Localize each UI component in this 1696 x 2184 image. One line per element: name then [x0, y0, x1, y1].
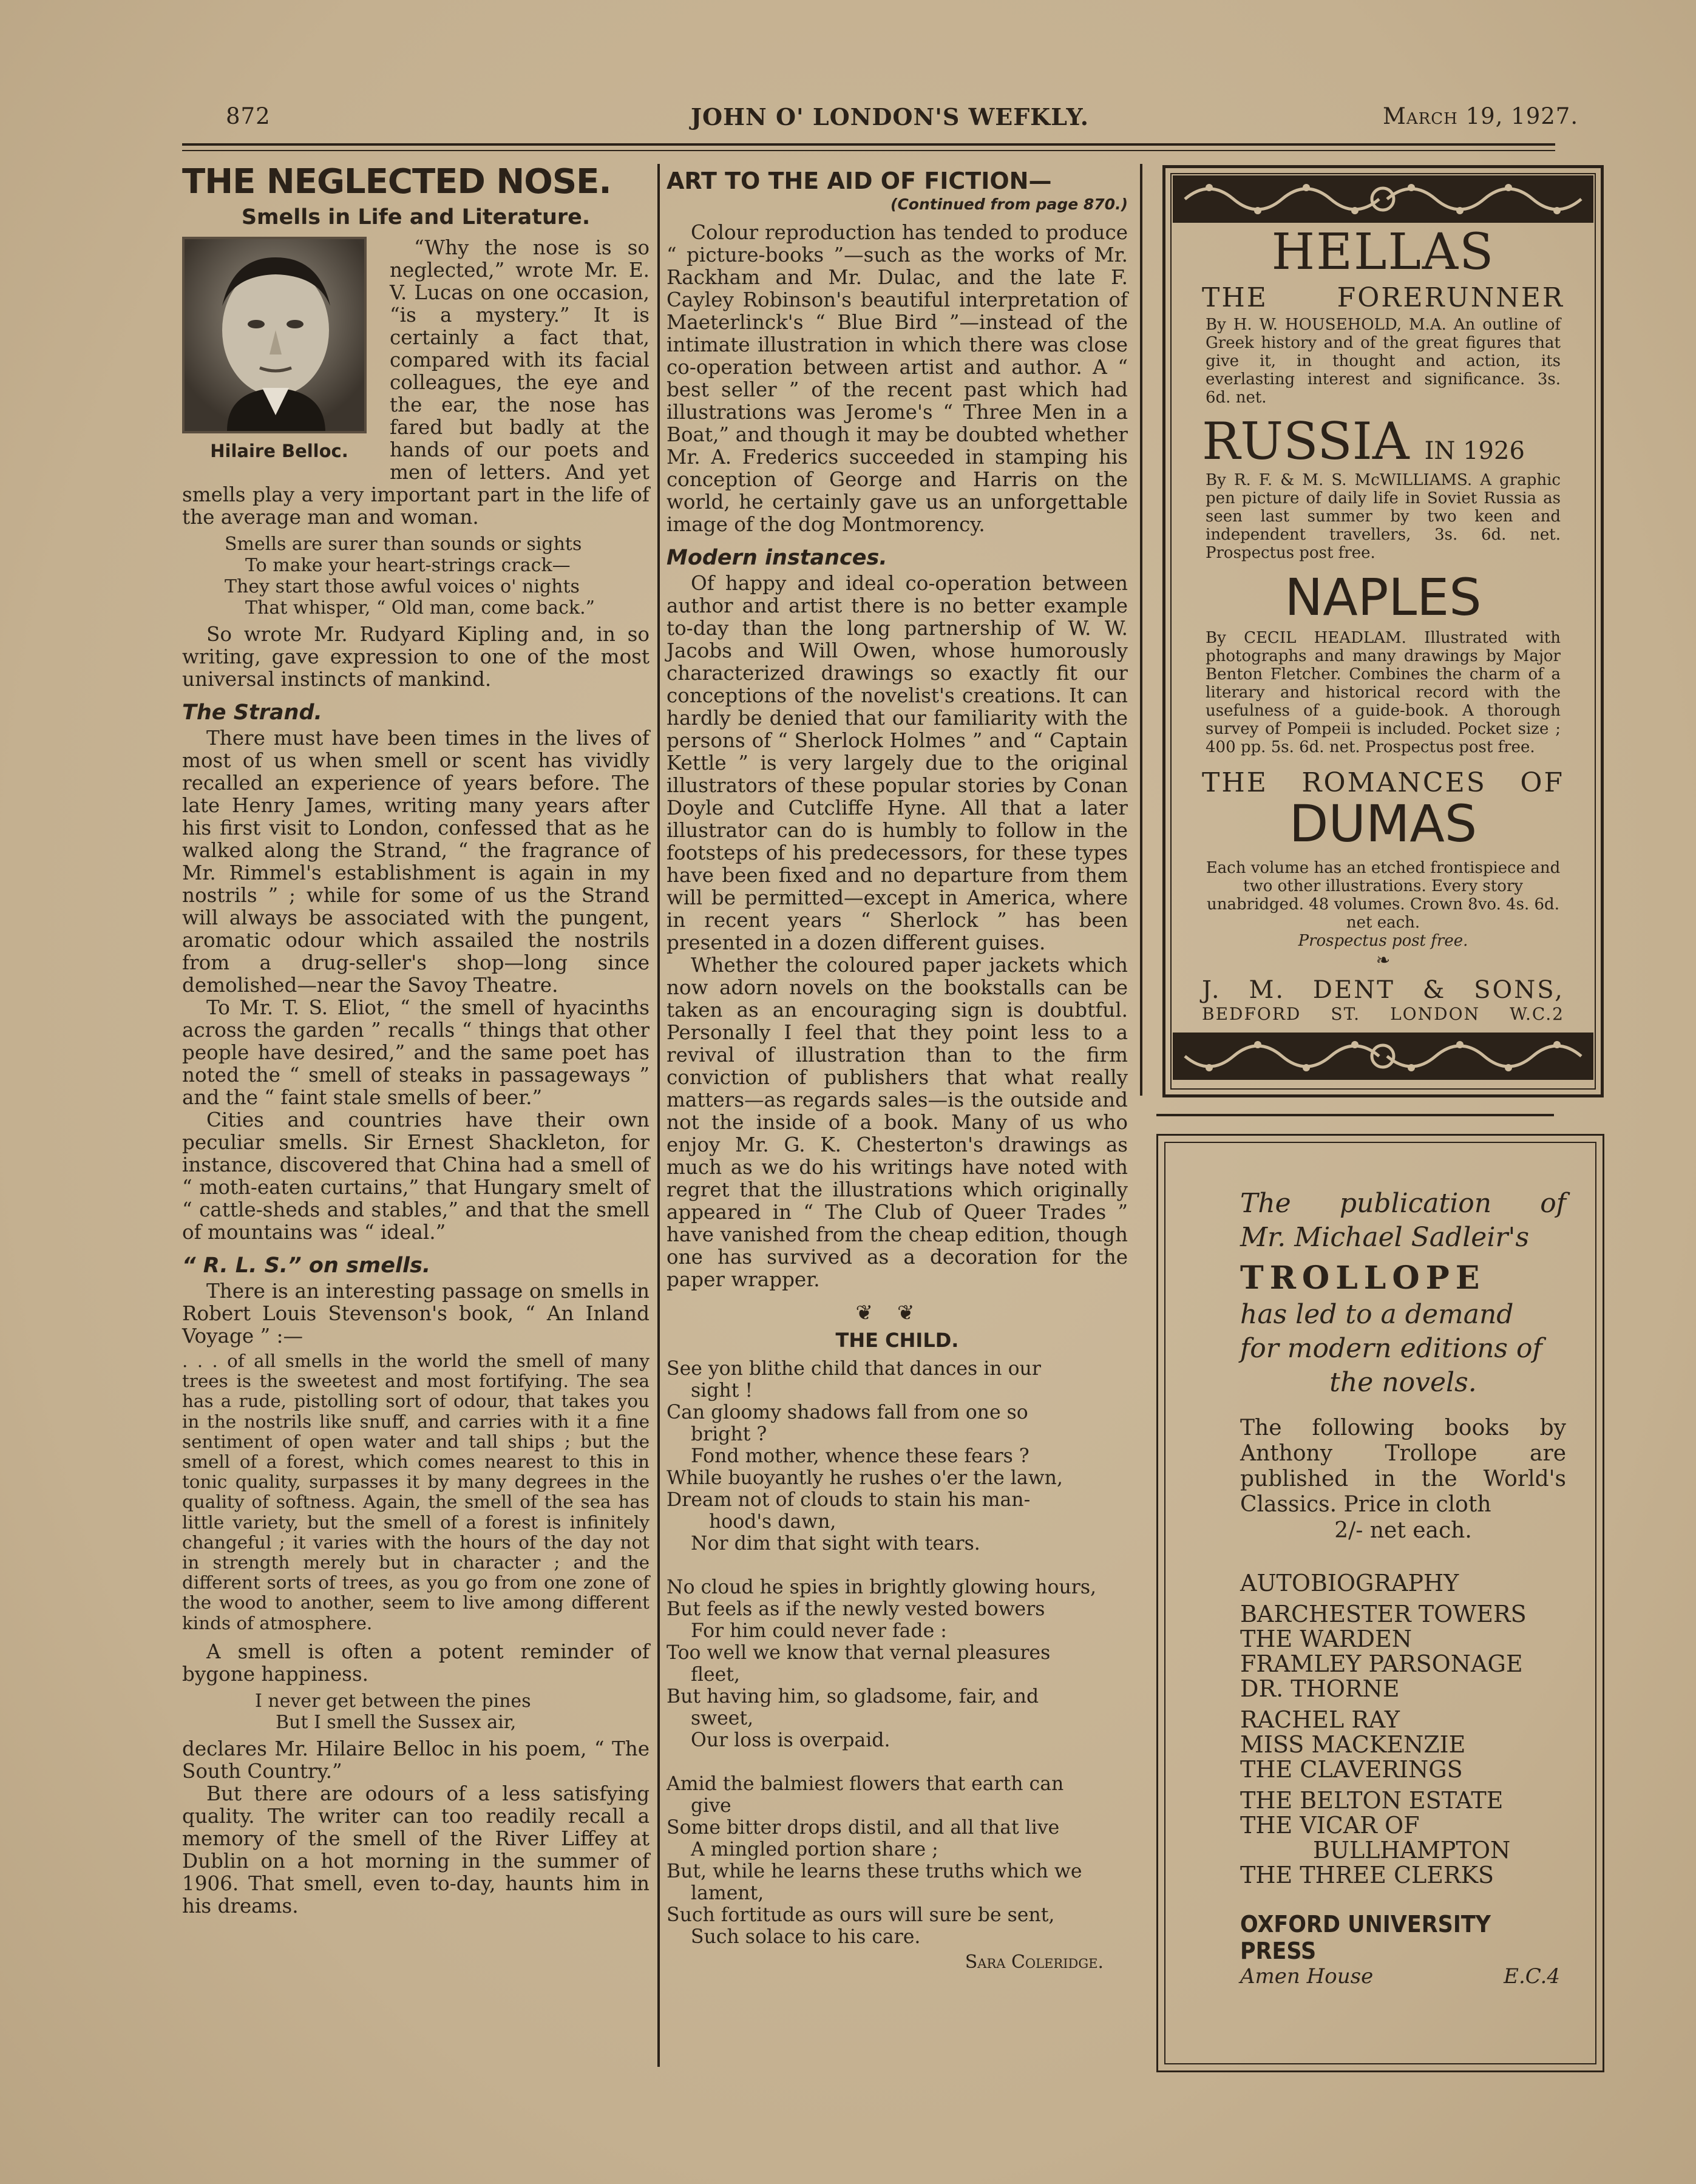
poem-line: Such fortitude as ours will sure be sent, — [667, 1904, 1055, 1926]
verse-line: To make your heart-strings crack— — [245, 555, 571, 576]
poem-line: Dream not of clouds to stain his man- — [667, 1489, 1031, 1511]
poem-line: Nor dim that sight with tears. — [691, 1533, 980, 1555]
poem-line: Can gloomy shadows fall from one so — [667, 1402, 1028, 1423]
oup-demand-line: has led to a demand — [1240, 1299, 1514, 1330]
book-title: AUTOBIOGRAPHY — [1240, 1570, 1459, 1596]
dent-publisher: J. M. DENT & SONS, — [1202, 976, 1564, 1004]
page-number: 872 — [226, 103, 271, 129]
portrait-photo — [182, 237, 367, 433]
oup-following-text: The following books by Anthony Trollope are published in the World's Classics. Price in cloth — [1240, 1416, 1566, 1517]
book-title: THE BELTON ESTATE — [1240, 1787, 1504, 1814]
header-rule-thin — [182, 150, 1555, 151]
hellas-description: By H. W. HOUSEHOLD, M.A. An outline of Greek history and of the great figures that give it, in thought and action, its everlasting interest and significance. 3s. 6d. net. — [1206, 316, 1561, 407]
poem-line: But having him, so gladsome, fair, and — [667, 1686, 1039, 1708]
oup-intro-line: Mr. Michael Sadleir's — [1240, 1222, 1530, 1253]
portrait-block — [182, 237, 376, 461]
book-title: RACHEL RAY — [1240, 1706, 1400, 1733]
russia-year: IN 1926 — [1424, 437, 1525, 465]
oup-advertisement — [1156, 1134, 1604, 2072]
article-subtitle: Smells in Life and Literature. — [241, 205, 591, 229]
oup-price: 2/- net each. — [1334, 1518, 1472, 1543]
oup-address — [1240, 1964, 1566, 1989]
poem-line: Such solace to his care. — [691, 1926, 921, 1948]
russia-title: RUSSIA — [1202, 412, 1409, 471]
poem-line: sight ! — [691, 1380, 753, 1402]
kipling-paragraph: So wrote Mr. Rudyard Kipling and, in so writing, gave expression to one of the most universal instincts of mankind. — [182, 623, 650, 691]
subheading-strand: The Strand. — [182, 700, 322, 725]
top-ornament-border — [1173, 175, 1593, 223]
subheading-rls: “ R. L. S.” on smells. — [182, 1253, 431, 1278]
stanza-break — [667, 1555, 1128, 1576]
dumas-prospectus: Prospectus post free. — [1298, 932, 1468, 950]
bottom-ornament-border — [1173, 1033, 1593, 1080]
strand-paragraph-2: To Mr. T. S. Eliot, “ the smell of hyacinths across the garden ” recalls “ things that other people have desired,” and the same poet has noted the “ smell of steaks in passageways ” and the “ faint stale smells of beer.” — [182, 996, 650, 1109]
rls-paragraph: There is an interesting passage on smells in Robert Louis Stevenson's book, “ An Inland Voyage ” :— — [182, 1280, 650, 1348]
poem-line: hood's dawn, — [709, 1511, 836, 1533]
oup-postcode: E.C.4 — [1504, 1964, 1560, 1989]
book-title: THE THREE CLERKS — [1240, 1862, 1494, 1888]
header-rule — [182, 143, 1555, 146]
book-title: FRAMLEY PARSONAGE — [1240, 1650, 1523, 1677]
fleuron-ornament: ❦❦ — [855, 1301, 939, 1325]
portrait-illustration — [185, 239, 364, 431]
article2-title: ART TO THE AID OF FICTION— — [667, 168, 1052, 194]
verse-line: I never get between the pines — [255, 1690, 531, 1712]
russia-heading — [1202, 412, 1564, 471]
continued-note: (Continued from page 870.) — [890, 195, 1128, 213]
stanza-break — [667, 1751, 1128, 1773]
book-title: BARCHESTER TOWERS — [1240, 1601, 1527, 1627]
intro-paragraph: “Why the nose is so neglected,” wrote Mr. E. V. Lucas on one occasion, “is a mystery.” It is certainly a fact that, compared with its facial colleagues, the eye and the ear, the nose has fared but badly at the hands of our poets and men of letters. And yet smells play a very important part in the life of the average man and woman. — [182, 236, 650, 529]
poem-line: But feels as if the newly vested bowers — [667, 1598, 1045, 1620]
verse-line: That whisper, “ Old man, come back.” — [245, 597, 595, 619]
verse-line: They start those awful voices o' nights — [225, 576, 580, 597]
dumas-description: Each volume has an etched frontispiece and two other illustrations. Every story unabridged. 48 volumes. Crown 8vo. 4s. 6d. net each. — [1206, 859, 1561, 932]
naples-description: By CECIL HEADLAM. Illustrated with photographs and many drawings by Major Benton Fletcher. Combines the charm of a literary and historical record with the usefulness of a guide-book. A thorough survey of Pompeii is included. Pocket size ; 400 pp. 5s. 6d. net. Prospectus post free. — [1206, 629, 1561, 756]
poem-line: lament, — [691, 1882, 764, 1904]
trollope-book-list — [1240, 1571, 1566, 1888]
poem-body — [667, 1358, 1128, 1948]
potent-paragraph: A smell is often a potent reminder of bygone happiness. — [182, 1640, 650, 1686]
oup-house: Amen House — [1240, 1964, 1374, 1989]
odours-paragraph: But there are odours of a less satisfying quality. The writer can too readily recall a memory of the smell of the River Liffey at Dublin on a hot morning in the summer of 1906. That smell, even to-day, haunts him in his dreams. — [182, 1782, 650, 1918]
poem-author: Sara Coleridge. — [965, 1952, 1104, 1973]
poem-line: give — [691, 1795, 731, 1817]
book-title: DR. THORNE — [1240, 1675, 1400, 1702]
column-divider — [1140, 164, 1142, 1096]
poem-line: Our loss is overpaid. — [691, 1729, 890, 1751]
romances-title: THE ROMANCES OF — [1202, 767, 1564, 798]
naples-title: NAPLES — [1284, 568, 1482, 627]
oup-demand-line: the novels. — [1329, 1367, 1477, 1398]
verse-line: Smells are surer than sounds or sights — [225, 534, 582, 555]
poem-title: THE CHILD. — [835, 1329, 959, 1352]
ad-content — [1202, 223, 1564, 1024]
dent-advertisement — [1162, 165, 1604, 1097]
art-paragraph-1: Colour reproduction has tended to produce “ picture-books ”—such as the works of Mr. Rackham and Mr. Dulac, and the late F. Cayley Robinson's beautiful interpretation of Maeterlinck's “ Blue Bird ”—instead of the intimate illustration in which there was close co-operation between artist and author. A “ best seller ” of the recent past which had illustrations was Jerome's “ Three Men in a Boat,” and though it may be doubted whether Mr. A. Frederics succeeded in stamping his conception of George and Harris on the world, he certainly gave us an unforgettable image of the dog Montmorency. — [667, 221, 1128, 536]
poem-line: See yon blithe child that dances in our — [667, 1358, 1041, 1380]
book-title: THE VICAR OF — [1240, 1812, 1420, 1839]
poem-line: Some bitter drops distil, and all that live — [667, 1817, 1060, 1839]
oup-press-name: OXFORD UNIVERSITY PRESS — [1240, 1911, 1491, 1964]
art-paragraph-2: Of happy and ideal co-operation between author and artist there is no better example to-day than the long partnership of W. W. Jacobs and Will Owen, whose humorously characterized drawings so exactly fit our conceptions of the novelist's creations. It can hardly be denied that our familiarity with the persons of “ Sherlock Holmes ” and “ Captain Kettle ” is very largely due to the original illustrators of these popular stories by Conan Doyle and Cutcliffe Hyne. All that a later illustrator can do is humbly to follow in the footsteps of his predecessors, for these types have been fixed and no departure from them will be permitted—except in America, where in recent years “ Sherlock ” has been presented in a dozen different guises. — [667, 572, 1128, 954]
issue-date: March 19, 1927. — [1383, 103, 1579, 129]
article-title: THE NEGLECTED NOSE. — [182, 162, 611, 202]
poem-line: No cloud he spies in brightly glowing hours, — [667, 1576, 1096, 1598]
oup-content — [1240, 1187, 1566, 1989]
poem-line: But, while he learns these truths which we — [667, 1860, 1082, 1882]
article-neglected-nose — [182, 163, 650, 1918]
strand-paragraph-3: Cities and countries have their own peculiar smells. Sir Ernest Shackleton, for instance, discovered that China had a smell of “ moth-eaten curtains,” that Hungary smelt of “ cattle-sheds and stables,” and that the smell of mountains was “ ideal.” — [182, 1108, 650, 1244]
article-art-fiction — [667, 163, 1128, 1973]
book-title: MISS MACKENZIE — [1240, 1731, 1466, 1758]
portrait-caption: Hilaire Belloc. — [210, 441, 348, 461]
strand-paragraph-1: There must have been times in the lives of most of us when smell or scent has vividly recalled an experience of years before. The late Henry James, writing many years after his first visit to London, confessed that as he walked along the Strand, “ the fragrance of Mr. Rimmel's establishment is again in my nostrils ” ; while for some of us the Strand will always be associated with the pungent, aromatic odour which assailed the nostrils from a drug-seller's shop—long since demolished—near the Savoy Theatre. — [182, 727, 650, 997]
oup-demand-line: for modern editions of — [1240, 1333, 1542, 1364]
poem-line: Too well we know that vernal pleasures — [667, 1642, 1051, 1664]
kipling-verse — [225, 534, 650, 619]
column-divider — [657, 164, 660, 2067]
forerunner-title: THE FORERUNNER — [1202, 282, 1564, 313]
ad-divider — [1156, 1114, 1554, 1116]
subheading-modern: Modern instances. — [667, 546, 887, 570]
art-paragraph-3: Whether the coloured paper jackets which now adorn novels on the bookstalls can be taken as an encouraging sign is doubtful. Personally I feel that they point less to a revival of illustration than to the firm conviction of publishers that what really matters—as regards sales—is the outside and not the inside of a book. Many of us who enjoy Mr. G. K. Chesterton's drawings as much as we do his writings have noted with regret that the illustrations which originally appeared in “ The Club of Queer Trades ” have vanished from the cheap edition, though one has survived as a decoration for the paper wrapper. — [667, 954, 1128, 1291]
poem-line: A mingled portion share ; — [691, 1839, 938, 1860]
publication-title: JOHN O' LONDON'S WEFKLY. — [691, 103, 1089, 131]
belloc-verse — [255, 1691, 650, 1733]
dent-address: BEDFORD ST. LONDON W.C.2 — [1202, 1004, 1564, 1024]
book-title: THE CLAVERINGS — [1240, 1756, 1463, 1783]
book-title: THE WARDEN — [1240, 1626, 1412, 1652]
verse-line: But I smell the Sussex air, — [276, 1711, 517, 1733]
poem-line: While buoyantly he rushes o'er the lawn, — [667, 1467, 1063, 1489]
poem-line: Amid the balmiest flowers that earth can — [667, 1773, 1064, 1795]
leaf-icon: ❧ — [1375, 950, 1391, 970]
belloc-paragraph: declares Mr. Hilaire Belloc in his poem, “ The South Country.” — [182, 1737, 650, 1783]
rls-quotation: . . . of all smells in the world the smell of many trees is the sweetest and most fortifying. The sea has a rude, pistolling sort of odour, that takes you in the nostrils like snuff, and carries with it a fine sentiment of open water and tall ships ; but the smell of a forest, which comes nearest to this in tonic quality, surpasses it by many degrees in the quality of softness. Again, the smell of the sea has little variety, but the smell of a forest is infinitely changeful ; it varies with the hours of the day not in strength merely but in character ; and the different sorts of trees, as you go from one zone of the wood to another, seem to live among different kinds of atmosphere. — [182, 1351, 650, 1633]
dumas-title: DUMAS — [1289, 794, 1477, 853]
hellas-title: HELLAS — [1271, 223, 1495, 281]
poem-line: sweet, — [691, 1708, 754, 1729]
trollope-title: TROLLOPE — [1240, 1260, 1486, 1297]
poem-line: bright ? — [691, 1423, 767, 1445]
poem-line: Fond mother, whence these fears ? — [691, 1445, 1029, 1467]
poem-line: fleet, — [691, 1664, 740, 1686]
poem-line: For him could never fade : — [691, 1620, 947, 1642]
russia-description: By R. F. & M. S. McWILLIAMS. A graphic pen picture of daily life in Soviet Russia as seen last summer by two keen and independent travellers, 3s. 6d. net. Prospectus post free. — [1206, 471, 1561, 562]
book-title: BULLHAMPTON — [1313, 1837, 1511, 1864]
oup-intro-line: The publication of — [1240, 1188, 1566, 1219]
